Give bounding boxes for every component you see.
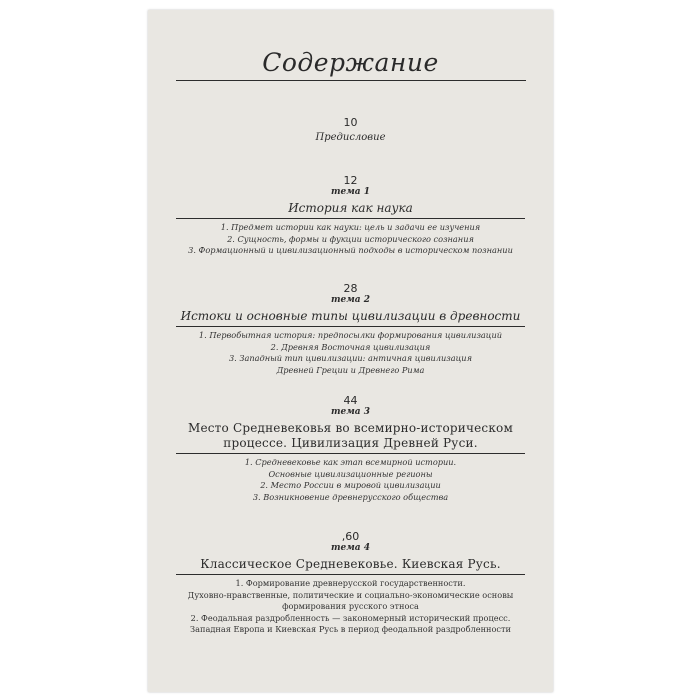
section-divider [176,574,525,575]
toc-section-tema-2 [148,282,553,376]
section-divider [176,218,525,219]
title-divider [176,80,526,81]
section-heading: Предисловие [315,132,386,143]
section-items [148,578,553,636]
list-item: Западная Европа и Киевская Русь в период феодальной раздробленности [190,624,511,635]
list-item: 1. Предмет истории как науки: цель и задачи ее изучения [220,222,481,232]
list-item: 2. Феодальная раздробленность — закономерный исторический процесс. [190,612,511,623]
tema-label: тема 1 [330,187,371,197]
list-item: 2. Древняя Восточная цивилизация [270,341,431,352]
section-items [148,222,553,257]
list-item: 2. Место России в мировой цивилизации [260,480,441,491]
page-number: 44 [343,394,358,407]
toc-section-tema-3 [148,394,553,503]
page-number: 10 [343,116,358,129]
list-item: Древней Греции и Древнего Рима [276,364,425,375]
list-item: Основные цивилизационные регионы [268,468,433,479]
toc-section-tema-1 [148,174,553,257]
page-number: 28 [343,282,358,295]
list-item: 2. Сущность, формы и фукции исторического сознания [227,233,474,244]
section-items [148,457,553,503]
section-divider [176,453,525,454]
section-heading: Истоки и основные типы цивилизации в древности [180,309,521,323]
page-number: ,60 [341,530,360,543]
section-divider [176,326,525,327]
list-item: 3. Формационный и цивилизационный подходы в историческом познании [188,245,513,256]
tema-label: тема 2 [330,295,371,305]
list-item: 1. Первобытная история: предпосылки формирования цивилизаций [198,330,503,340]
toc-section-preface [148,116,553,144]
section-heading: История как наука [288,201,413,215]
toc-section-tema-4 [148,530,553,636]
section-heading-line: процессе. Цивилизация Древней Руси. [223,436,478,450]
page-title: Содержание [262,48,439,77]
tema-label: тема 3 [330,407,371,417]
tema-label: тема 4 [330,543,371,553]
list-item: 3. Западный тип цивилизации: античная цивилизация [228,353,473,364]
section-heading-line: Место Средневековья во всемирно-историческом [187,421,514,435]
list-item: Духовно-нравственные, политические и социально-экономические основы [187,589,514,600]
list-item: формирования русского этноса [282,601,419,612]
list-item: 1. Формирование древнерусской государственности. [235,578,466,588]
list-item: 1. Средневековье как этап всемирной истории. [244,457,457,467]
book-page [148,10,553,692]
section-heading: Классическое Средневековье. Киевская Русь. [200,557,501,571]
list-item: 3. Возникновение древнерусского общества [252,491,449,502]
page-number: 12 [343,174,358,187]
section-items [148,330,553,376]
